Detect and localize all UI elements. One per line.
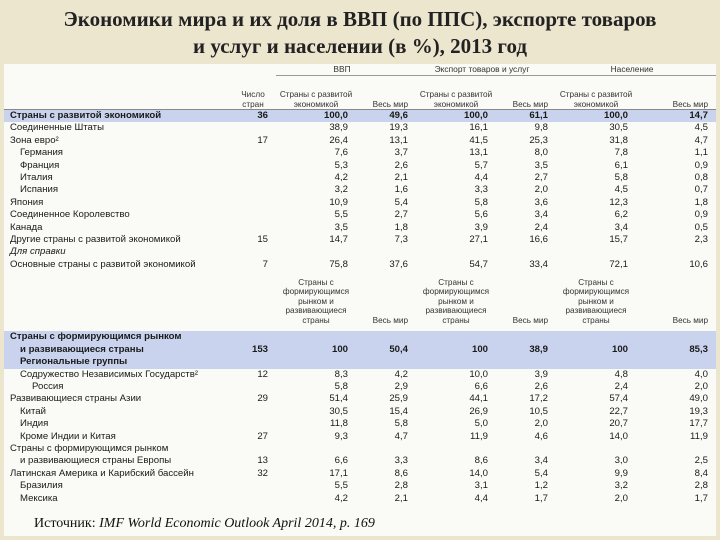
table-row [4,160,716,172]
value-cell: 100 [416,344,496,356]
row-label: Соединенное Королевство [10,209,130,221]
value-cell: 3,4 [614,221,629,233]
value-cell: 3,3 [394,455,409,467]
value-cell: 4,2 [334,492,348,504]
value-cell: 5,3 [334,159,348,171]
value-cell: 2,1 [394,172,409,184]
value-cell: 6,2 [614,209,629,221]
value-cell: 5,5 [334,480,348,492]
value-cell: 13,1 [469,147,489,159]
country-count [230,381,276,393]
country-count [230,493,276,505]
value-cell: 10,9 [329,196,348,208]
value-cell: 2,6 [394,159,409,171]
header-world-pop: Весь мир [636,76,716,110]
row-label: Италия [20,172,53,184]
table-row [4,246,716,258]
row-label: Германия [20,147,64,159]
value-cell: 0,9 [694,159,709,171]
value-cell [636,356,716,368]
table-row [4,356,716,368]
table-row [4,480,716,492]
value-cell: 1,1 [694,147,709,159]
value-cell: 2,7 [534,172,549,184]
value-cell: 3,2 [614,480,629,492]
value-cell: 3,1 [474,480,489,492]
row-label: Региональные группы [4,356,230,368]
value-cell: 3,5 [534,159,549,171]
value-cell: 50,4 [356,344,416,356]
value-cell: 5,8 [474,196,489,208]
table-row [4,110,716,123]
value-cell [496,356,556,368]
value-cell: 100,0 [276,110,356,123]
value-cell: 11,9 [470,430,489,442]
country-count [230,356,276,368]
value-cell: 30,5 [609,122,629,134]
column-header-row-2 [4,277,716,325]
table-row [4,184,716,196]
value-cell: 57,4 [609,393,629,405]
country-count [230,406,276,418]
source-note [30,516,379,532]
slide-title [0,6,720,60]
value-cell: 2,3 [694,234,709,246]
value-cell: 3,4 [534,455,549,467]
group-header-row [4,64,716,76]
value-cell: 4,5 [694,122,709,134]
header2-world-gdp: Весь мир [372,315,409,325]
row-label: Содружество Независимых Государств² [20,368,198,380]
value-cell: 14,7 [636,110,716,123]
value-cell: 5,6 [474,209,489,221]
country-count [230,122,276,134]
value-cell: 3,0 [614,455,629,467]
title-line-1: Экономики мира и их доля в ВВП (по ППС), экспорте товаров [63,7,657,31]
row-label: Соединенные Штаты [10,122,104,134]
value-cell [276,443,356,455]
table-row [4,468,716,480]
value-cell [556,246,636,258]
table-row [4,209,716,221]
value-cell: 2,0 [534,184,549,196]
table-row [4,331,716,343]
value-cell: 2,0 [534,418,549,430]
value-cell: 8,4 [694,467,709,479]
economies-table [4,64,716,505]
country-count [230,246,276,258]
value-cell: 5,8 [334,380,348,392]
header2-world-exp: Весь мир [512,315,549,325]
value-cell: 3,2 [334,184,348,196]
value-cell [636,331,716,343]
value-cell: 25,3 [529,134,549,146]
value-cell: 8,6 [474,455,489,467]
value-cell: 1,2 [534,480,549,492]
header-em-exp: Страны с формирующимся рынком и развивающиеся страны [422,277,490,325]
table-row [4,222,716,234]
value-cell: 8,3 [334,368,348,380]
value-cell: 3,9 [534,368,549,380]
value-cell: 4,6 [534,430,549,442]
value-cell: 10,5 [529,405,549,417]
data-table-sheet [4,64,716,536]
value-cell [416,443,496,455]
value-cell [356,246,416,258]
value-cell [356,443,416,455]
table-row [4,493,716,505]
row-label: Мексика [20,492,58,504]
value-cell: 6,6 [474,380,489,392]
value-cell: 2,0 [694,380,709,392]
value-cell: 1,8 [394,221,409,233]
value-cell [416,246,496,258]
header-count: Число стран [230,76,276,110]
row-label: Основные страны с развитой экономикой [10,258,196,270]
table-row [4,381,716,393]
value-cell: 4,7 [694,134,709,146]
value-cell: 51,4 [329,393,348,405]
row-label: Россия [32,380,64,392]
value-cell: 72,1 [609,258,629,270]
value-cell [276,356,356,368]
value-cell: 100 [556,344,636,356]
value-cell: 22,7 [609,405,629,417]
value-cell: 5,7 [474,159,489,171]
header-adv-pop: Страны с развитой экономикой [556,76,636,110]
row-label: Канада [10,221,43,233]
country-count [230,480,276,492]
value-cell: 4,4 [474,492,489,504]
value-cell: 100,0 [556,110,636,123]
value-cell: 9,9 [614,467,629,479]
country-count: 153 [230,344,276,356]
country-count: 15 [257,234,268,246]
country-count [230,160,276,172]
value-cell: 5,4 [534,467,549,479]
value-cell: 38,9 [496,344,556,356]
value-cell: 49,6 [356,110,416,123]
header-adv-gdp: Страны с развитой экономикой [276,76,356,110]
country-count: 27 [257,430,268,442]
value-cell: 27,1 [469,234,489,246]
value-cell: 2,6 [534,380,549,392]
row-label: Для справки [10,246,66,258]
value-cell: 20,7 [609,418,629,430]
table-row [4,369,716,381]
row-label: и развивающиеся страны [4,344,230,356]
value-cell: 0,5 [694,221,709,233]
value-cell: 9,3 [334,430,348,442]
table-row [4,197,716,209]
value-cell: 8,0 [534,147,549,159]
column-header-row [4,76,716,110]
value-cell: 12,3 [609,196,629,208]
country-count: 13 [257,455,268,467]
value-cell [416,331,496,343]
value-cell [556,356,636,368]
value-cell: 5,4 [394,196,409,208]
table-row [4,393,716,405]
value-cell: 10,6 [689,258,709,270]
table-row [4,418,716,430]
value-cell: 4,4 [474,172,489,184]
country-count [230,418,276,430]
value-cell: 4,2 [334,172,348,184]
country-count [230,147,276,159]
title-line-2: и услуг и населении (в %), 2013 год [193,34,527,58]
value-cell: 38,9 [329,122,348,134]
value-cell: 16,1 [469,122,489,134]
value-cell: 10,0 [469,368,489,380]
value-cell: 11,9 [690,430,709,442]
header2-world-pop: Весь мир [672,315,709,325]
value-cell: 26,9 [469,405,489,417]
value-cell: 4,2 [394,368,409,380]
value-cell: 5,8 [614,172,629,184]
country-count [230,443,276,455]
value-cell [636,246,716,258]
value-cell: 17,2 [529,393,549,405]
value-cell: 3,5 [334,221,348,233]
value-cell: 2,7 [394,209,409,221]
header-adv-exp: Страны с развитой экономикой [416,76,496,110]
value-cell: 2,4 [614,380,629,392]
value-cell [556,331,636,343]
value-cell: 7,3 [394,234,409,246]
value-cell [276,246,356,258]
row-label: Испания [20,184,59,196]
row-label: Зона евро² [10,134,59,146]
country-count [230,331,276,343]
value-cell: 61,1 [496,110,556,123]
row-label: Индия [20,418,49,430]
value-cell: 14,0 [609,430,629,442]
value-cell: 30,5 [329,405,348,417]
value-cell [416,356,496,368]
group-gdp: ВВП [276,64,416,76]
country-count [230,209,276,221]
table-row [4,122,716,134]
value-cell: 19,3 [389,122,409,134]
value-cell: 9,8 [534,122,549,134]
row-label: Страны с развитой экономикой [4,110,230,123]
header-world-gdp: Весь мир [356,76,416,110]
value-cell: 49,0 [689,393,709,405]
value-cell: 6,6 [334,455,348,467]
value-cell: 41,5 [469,134,489,146]
value-cell: 4,0 [694,368,709,380]
value-cell [496,331,556,343]
value-cell: 3,3 [474,184,489,196]
value-cell: 0,9 [694,209,709,221]
value-cell: 7,8 [614,147,629,159]
row-label: Кроме Индии и Китая [20,430,116,442]
value-cell: 85,3 [636,344,716,356]
value-cell: 37,6 [389,258,409,270]
table-row [4,406,716,418]
value-cell: 54,7 [469,258,489,270]
value-cell: 19,3 [689,405,709,417]
header-em-pop: Страны с формирующимся рынком и развивающиеся страны [562,277,630,325]
value-cell: 2,8 [394,480,409,492]
country-count: 12 [257,368,268,380]
value-cell: 4,5 [614,184,629,196]
value-cell: 0,7 [694,184,709,196]
value-cell: 6,1 [614,159,629,171]
value-cell: 31,8 [609,134,629,146]
value-cell: 25,9 [389,393,409,405]
value-cell: 3,4 [534,209,549,221]
value-cell [636,443,716,455]
country-count: 7 [262,258,268,270]
value-cell: 13,1 [389,134,409,146]
row-label: Китай [20,405,46,417]
value-cell: 2,1 [394,492,409,504]
value-cell: 15,7 [609,234,629,246]
value-cell: 3,9 [474,221,489,233]
value-cell: 7,6 [334,147,348,159]
value-cell: 1,8 [694,196,709,208]
header-em-gdp: Страны с формирующимся рынком и развивающиеся страны [282,277,350,325]
value-cell: 3,7 [394,147,409,159]
value-cell: 3,6 [534,196,549,208]
country-count [230,184,276,196]
row-label: Страны с формирующимся рынком [10,442,169,454]
table-row [4,147,716,159]
value-cell: 11,8 [330,418,348,430]
row-label: Развивающиеся страны Азии [10,393,142,405]
value-cell: 1,7 [694,492,709,504]
table-row [4,431,716,443]
country-count [230,197,276,209]
value-cell: 1,7 [534,492,549,504]
value-cell: 26,4 [329,134,348,146]
value-cell: 2,0 [614,492,629,504]
value-cell: 2,4 [534,221,549,233]
value-cell [496,246,556,258]
value-cell [496,443,556,455]
value-cell [356,331,416,343]
country-count [230,222,276,234]
value-cell: 14,0 [469,467,489,479]
value-cell: 5,0 [474,418,489,430]
row-label: Страны с формирующимся рынком [4,331,230,343]
value-cell [556,443,636,455]
value-cell: 14,7 [329,234,348,246]
value-cell [276,331,356,343]
row-label: Латинская Америка и Карибский бассейн [10,467,194,479]
value-cell [356,356,416,368]
value-cell: 2,5 [694,455,709,467]
row-label: и развивающиеся страны Европы [20,455,172,467]
value-cell: 4,8 [614,368,629,380]
country-count [230,172,276,184]
country-count: 29 [257,393,268,405]
value-cell: 33,4 [529,258,549,270]
group-exports: Экспорт товаров и услуг [416,64,556,76]
value-cell: 4,7 [394,430,409,442]
value-cell: 100,0 [416,110,496,123]
table-row [4,344,716,356]
country-count: 17 [257,134,268,146]
source-prefix: Источник: [34,516,96,531]
value-cell: 5,8 [394,418,409,430]
row-label: Бразилия [20,480,63,492]
country-count: 32 [257,467,268,479]
header-world-exp: Весь мир [496,76,556,110]
row-label: Другие страны с развитой экономикой [10,234,181,246]
row-label: Япония [10,196,44,208]
value-cell: 15,4 [389,405,409,417]
group-population: Население [556,64,716,76]
table-row [4,259,716,271]
value-cell: 75,8 [329,258,348,270]
table-row [4,135,716,147]
value-cell: 2,8 [694,480,709,492]
country-count: 36 [230,110,276,123]
row-label: Франция [20,159,60,171]
value-cell: 44,1 [469,393,489,405]
value-cell: 17,7 [689,418,709,430]
table-row [4,443,716,455]
value-cell: 0,8 [694,172,709,184]
value-cell: 17,1 [329,467,348,479]
table-row [4,455,716,467]
value-cell: 2,9 [394,380,409,392]
source-citation: IMF World Economic Outlook April 2014, p. 169 [99,516,375,531]
value-cell: 16,6 [529,234,549,246]
value-cell: 5,5 [334,209,348,221]
value-cell: 100 [276,344,356,356]
table-row [4,234,716,246]
table-row [4,172,716,184]
value-cell: 8,6 [394,467,409,479]
value-cell: 1,6 [394,184,409,196]
